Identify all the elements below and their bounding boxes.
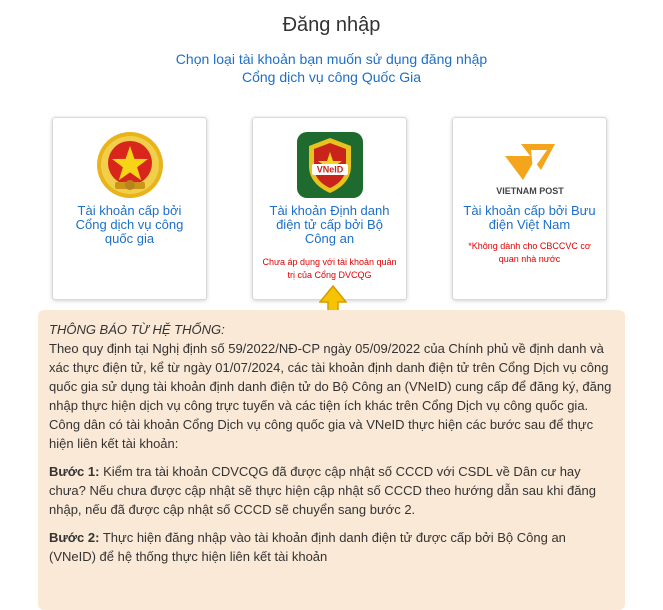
vneid-logo-text: VNeID xyxy=(316,164,343,175)
subtitle-line-1: Chọn loại tài khoản bạn muốn sử dụng đăng nhập xyxy=(175,51,488,67)
vietnam-post-icon xyxy=(453,130,606,200)
subtitle-line-2: Cổng dịch vụ công Quốc Gia xyxy=(242,69,421,85)
page-title: Đăng nhập xyxy=(282,14,381,36)
step-1-label: Bước 1: xyxy=(49,464,100,479)
vneid-restriction-note: Chưa áp dụng với tài khoản quản trị của Cổng DVCQG xyxy=(262,257,397,280)
vneid-icon xyxy=(253,130,406,200)
notice-step-1 xyxy=(49,462,615,519)
step-1-text: Kiểm tra tài khoản CDVCQG đã được cập nhật số CCCD với CSDL về Dân cư hay chưa? Nếu chưa được cập nhật sẽ thực hiện cập nhật số CCCD theo hướng dẫn sau khi đăng nhập, nếu đã được cập nhật số CCCD sẽ chuyển sang bước 2. xyxy=(49,464,596,517)
vietnam-post-logo-text: VIETNAM POST xyxy=(495,186,564,196)
login-option-vnpost-label: Tài khoản cấp bởi Bưu điện Việt Nam xyxy=(463,203,596,232)
step-2-label: Bước 2: xyxy=(49,530,100,545)
login-option-vneid-label: Tài khoản Định danh điện tử cấp bởi Bộ Công an xyxy=(269,203,390,246)
login-option-vnpost-card[interactable] xyxy=(452,117,607,300)
vnpost-restriction-note: *Không dành cho CBCCVC cơ quan nhà nước xyxy=(468,241,591,264)
step-2-text: Thực hiện đăng nhập vào tài khoản định danh điện tử được cấp bởi Bộ Công an (VNeID) để hệ thống thực hiện liên kết tài khoản xyxy=(49,530,566,564)
notice-intro: Theo quy định tại Nghị định số 59/2022/NĐ-CP ngày 05/09/2022 của Chính phủ về định danh và xác thực điện tử, kể từ ngày 01/07/2024, các tài khoản định danh điện tử trên Cổng Dịch vụ công quốc gia sử dụng tài khoản định danh điện tử do Bộ Công an (VNeID) cung cấp để đăng ký, đăng nhập thực hiện dịch vụ công trực tuyến và các tiện ích khác trên Cổng Dịch vụ công quốc gia. Công dân có tài khoản Cổng Dịch vụ công quốc gia và VNeID thực hiện các bước sau để thực hiện liên kết tài khoản: xyxy=(49,341,612,451)
login-option-dvc-card[interactable] xyxy=(52,117,207,300)
login-option-vneid-card[interactable] xyxy=(252,117,407,300)
system-notice xyxy=(38,310,625,610)
login-option-dvc-label: Tài khoản cấp bởi Cổng dịch vụ công quốc gia xyxy=(75,203,184,246)
notice-step-2 xyxy=(49,528,615,566)
page-subtitle xyxy=(0,50,663,86)
national-emblem-icon xyxy=(53,130,206,200)
notice-heading: THÔNG BÁO TỪ HỆ THỐNG: xyxy=(49,322,225,337)
